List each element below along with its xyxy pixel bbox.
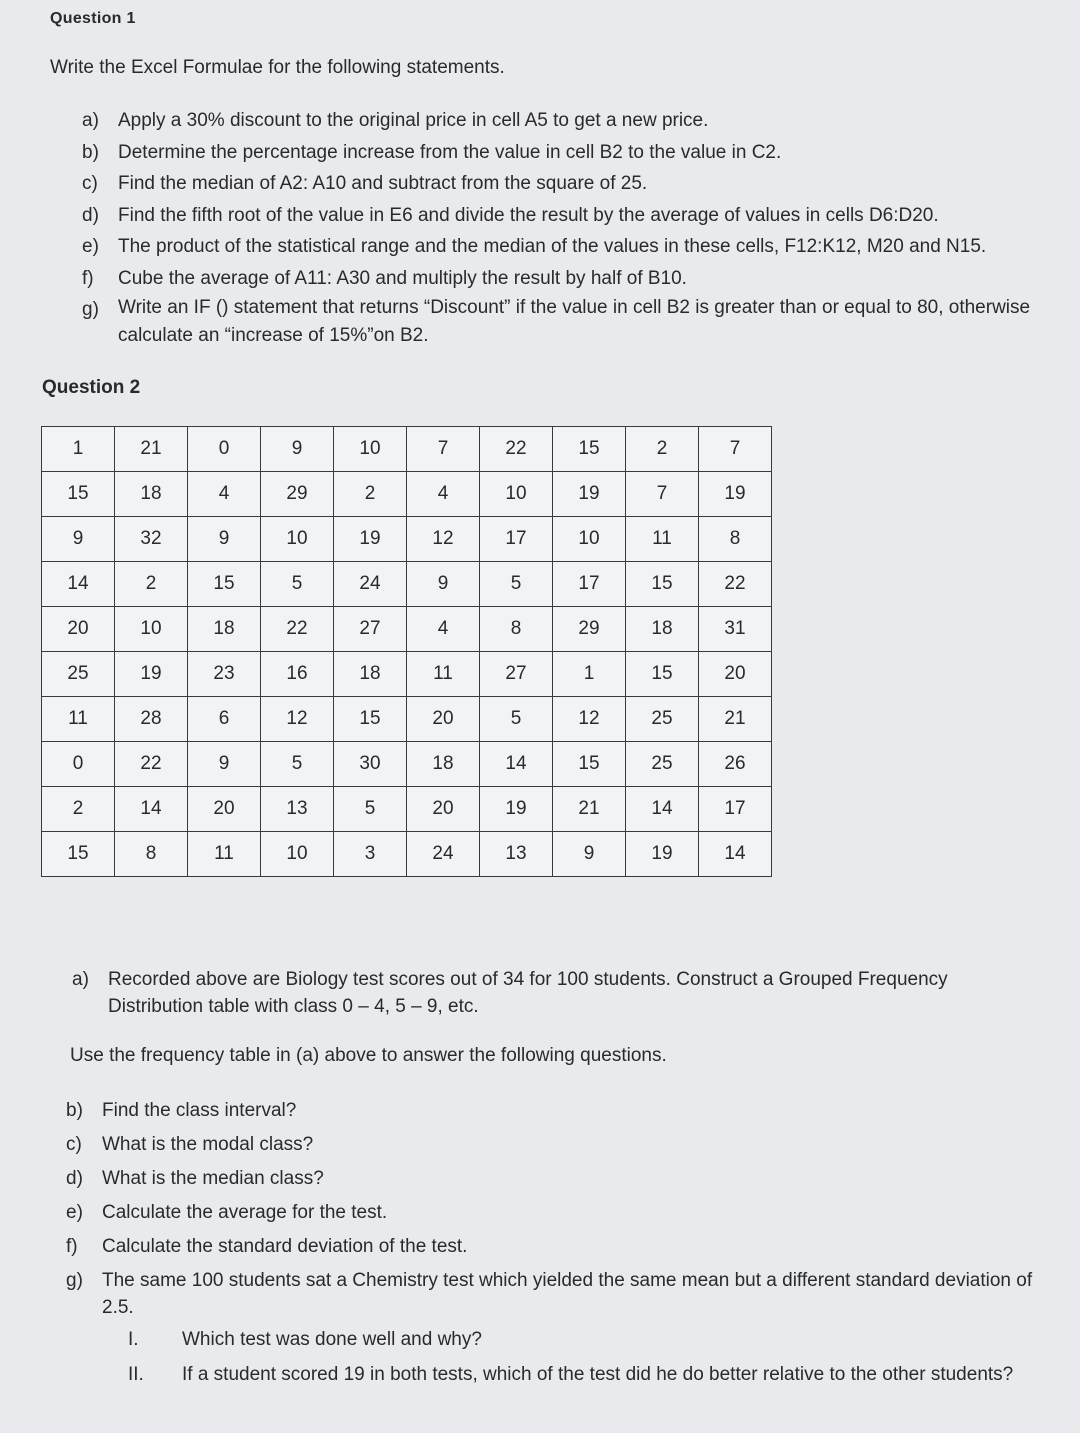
table-cell: 15: [42, 472, 115, 517]
question-1-item-a: [82, 105, 1072, 137]
question-1-item-b: [82, 137, 1072, 169]
item-label: c): [82, 173, 98, 194]
table-cell: 2: [115, 562, 188, 607]
item-label: f): [66, 1236, 78, 1257]
table-cell: 29: [553, 607, 626, 652]
question-1-item-f: [82, 263, 1072, 295]
table-cell: 31: [699, 607, 772, 652]
table-cell: 12: [407, 517, 480, 562]
table-cell: 20: [407, 787, 480, 832]
item-label: g): [82, 299, 99, 320]
question-2-list: [66, 1094, 1046, 1325]
table-cell: 25: [626, 742, 699, 787]
item-label: e): [82, 236, 99, 257]
scores-table: [41, 426, 772, 877]
table-cell: 12: [261, 697, 334, 742]
question-1-intro: Write the Excel Formulae for the following statements.: [50, 57, 505, 78]
table-cell: 9: [261, 427, 334, 472]
table-cell: 22: [480, 427, 553, 472]
table-cell: 19: [480, 787, 553, 832]
table-cell: 1: [553, 652, 626, 697]
table-cell: 25: [626, 697, 699, 742]
table-cell: 2: [334, 472, 407, 517]
table-cell: 22: [115, 742, 188, 787]
question-2-sub-item-ii: [128, 1361, 1048, 1388]
table-cell: 0: [42, 742, 115, 787]
table-cell: 7: [626, 472, 699, 517]
table-cell: 5: [480, 697, 553, 742]
item-label: I.: [128, 1329, 139, 1350]
item-label: c): [66, 1134, 82, 1155]
question-2-part-a: [72, 966, 1042, 1020]
table-cell: 14: [115, 787, 188, 832]
item-text: Calculate the standard deviation of the test.: [102, 1236, 468, 1257]
table-cell: 28: [115, 697, 188, 742]
table-cell: 7: [407, 427, 480, 472]
table-cell: 16: [261, 652, 334, 697]
question-1-title: Question 1: [50, 10, 136, 27]
table-cell: 26: [699, 742, 772, 787]
question-1-item-e: [82, 231, 1072, 263]
item-label: g): [66, 1270, 83, 1291]
item-text: Find the median of A2: A10 and subtract from the square of 25.: [118, 173, 648, 194]
table-cell: 15: [334, 697, 407, 742]
table-cell: 32: [115, 517, 188, 562]
table-cell: 11: [626, 517, 699, 562]
table-cell: 15: [626, 562, 699, 607]
question-1-item-c: [82, 168, 1072, 200]
table-cell: 19: [334, 517, 407, 562]
table-cell: 7: [699, 427, 772, 472]
table-cell: 11: [407, 652, 480, 697]
table-row: [42, 562, 772, 607]
table-row: [42, 427, 772, 472]
question-2-item-b: [66, 1094, 1046, 1128]
question-2-sub-item-i: [128, 1326, 1048, 1353]
table-cell: 15: [553, 427, 626, 472]
table-cell: 9: [553, 832, 626, 877]
table-cell: 12: [553, 697, 626, 742]
question-1-list: [82, 105, 1072, 350]
table-cell: 24: [334, 562, 407, 607]
table-cell: 9: [407, 562, 480, 607]
table-row: [42, 787, 772, 832]
question-1-item-g: [82, 294, 1072, 350]
table-row: [42, 607, 772, 652]
item-label: b): [66, 1100, 83, 1121]
table-cell: 21: [553, 787, 626, 832]
table-cell: 22: [261, 607, 334, 652]
item-text: The same 100 students sat a Chemistry test which yielded the same mean but a different standard deviation of 2.5.: [102, 1270, 1033, 1318]
table-cell: 27: [334, 607, 407, 652]
table-cell: 10: [261, 832, 334, 877]
item-label: d): [82, 204, 99, 226]
item-text: Recorded above are Biology test scores out of 34 for 100 students. Construct a Grouped Frequency Distribution table with class 0 – 4, 5 – 9, etc.: [108, 969, 948, 1017]
table-cell: 19: [699, 472, 772, 517]
table-cell: 22: [699, 562, 772, 607]
question-1-item-d: [82, 200, 1072, 232]
item-label: b): [82, 141, 99, 163]
table-cell: 14: [42, 562, 115, 607]
table-cell: 10: [115, 607, 188, 652]
item-text: What is the modal class?: [102, 1134, 314, 1155]
table-cell: 19: [553, 472, 626, 517]
table-cell: 18: [334, 652, 407, 697]
table-cell: 17: [553, 562, 626, 607]
table-cell: 13: [261, 787, 334, 832]
item-text: Find the fifth root of the value in E6 and divide the result by the average of values in cells D6:D20.: [118, 204, 939, 226]
item-label: f): [82, 267, 94, 289]
item-text: Determine the percentage increase from the value in cell B2 to the value in C2.: [118, 141, 782, 163]
table-cell: 11: [188, 832, 261, 877]
table-cell: 18: [407, 742, 480, 787]
question-2-title: Question 2: [42, 377, 141, 398]
table-cell: 4: [188, 472, 261, 517]
table-cell: 5: [480, 562, 553, 607]
table-cell: 6: [188, 697, 261, 742]
table-cell: 18: [188, 607, 261, 652]
table-row: [42, 472, 772, 517]
table-cell: 10: [553, 517, 626, 562]
item-text: Calculate the average for the test.: [102, 1202, 388, 1223]
table-cell: 15: [553, 742, 626, 787]
table-cell: 4: [407, 607, 480, 652]
table-cell: 20: [188, 787, 261, 832]
item-label: a): [82, 110, 99, 131]
table-cell: 23: [188, 652, 261, 697]
table-cell: 21: [699, 697, 772, 742]
table-cell: 8: [115, 832, 188, 877]
table-cell: 9: [188, 517, 261, 562]
item-text: Find the class interval?: [102, 1100, 297, 1121]
table-cell: 29: [261, 472, 334, 517]
item-label: e): [66, 1202, 83, 1223]
table-cell: 25: [42, 652, 115, 697]
table-cell: 4: [407, 472, 480, 517]
table-cell: 9: [42, 517, 115, 562]
item-label: II.: [128, 1364, 144, 1385]
item-text: If a student scored 19 in both tests, which of the test did he do better relative to the other students?: [182, 1364, 1014, 1385]
table-row: [42, 697, 772, 742]
table-cell: 2: [42, 787, 115, 832]
question-2-item-e: [66, 1196, 1046, 1230]
item-text: Write an IF () statement that returns “Discount” if the value in cell B2 is greater than or equal to 80, otherwise calculate an “increase of 15%”on B2.: [118, 297, 1031, 346]
question-2-item-g: [66, 1264, 1046, 1325]
item-text: The product of the statistical range and the median of the values in these cells, F12:K12, M20 and N15.: [118, 236, 987, 257]
table-cell: 19: [626, 832, 699, 877]
table-row: [42, 517, 772, 562]
table-row: [42, 742, 772, 787]
table-cell: 8: [480, 607, 553, 652]
table-cell: 17: [480, 517, 553, 562]
item-text: Which test was done well and why?: [182, 1329, 482, 1350]
question-2-item-d: [66, 1162, 1046, 1196]
item-label: d): [66, 1168, 83, 1189]
table-cell: 10: [334, 427, 407, 472]
table-row: [42, 832, 772, 877]
table-row: [42, 652, 772, 697]
table-cell: 15: [626, 652, 699, 697]
table-cell: 3: [334, 832, 407, 877]
table-cell: 17: [699, 787, 772, 832]
table-cell: 9: [188, 742, 261, 787]
table-cell: 14: [626, 787, 699, 832]
item-text: Cube the average of A11: A30 and multiply the result by half of B10.: [118, 267, 687, 289]
table-cell: 18: [115, 472, 188, 517]
table-cell: 27: [480, 652, 553, 697]
item-label: a): [72, 969, 89, 990]
table-cell: 11: [42, 697, 115, 742]
table-cell: 5: [261, 562, 334, 607]
table-cell: 14: [480, 742, 553, 787]
question-2-item-f: [66, 1230, 1046, 1264]
table-cell: 21: [115, 427, 188, 472]
table-cell: 20: [407, 697, 480, 742]
table-cell: 10: [261, 517, 334, 562]
table-cell: 0: [188, 427, 261, 472]
table-cell: 20: [42, 607, 115, 652]
table-cell: 10: [480, 472, 553, 517]
item-text: What is the median class?: [102, 1168, 324, 1189]
table-cell: 2: [626, 427, 699, 472]
table-cell: 19: [115, 652, 188, 697]
question-2-use-text: Use the frequency table in (a) above to answer the following questions.: [70, 1045, 667, 1066]
table-cell: 8: [699, 517, 772, 562]
table-cell: 5: [261, 742, 334, 787]
question-2-item-c: [66, 1128, 1046, 1162]
item-text: Apply a 30% discount to the original price in cell A5 to get a new price.: [118, 110, 709, 131]
question-2-sub-list: [128, 1326, 1048, 1396]
table-cell: 1: [42, 427, 115, 472]
table-cell: 20: [699, 652, 772, 697]
table-cell: 5: [334, 787, 407, 832]
table-cell: 15: [42, 832, 115, 877]
table-cell: 24: [407, 832, 480, 877]
table-cell: 14: [699, 832, 772, 877]
table-cell: 30: [334, 742, 407, 787]
table-cell: 13: [480, 832, 553, 877]
table-cell: 18: [626, 607, 699, 652]
table-cell: 15: [188, 562, 261, 607]
